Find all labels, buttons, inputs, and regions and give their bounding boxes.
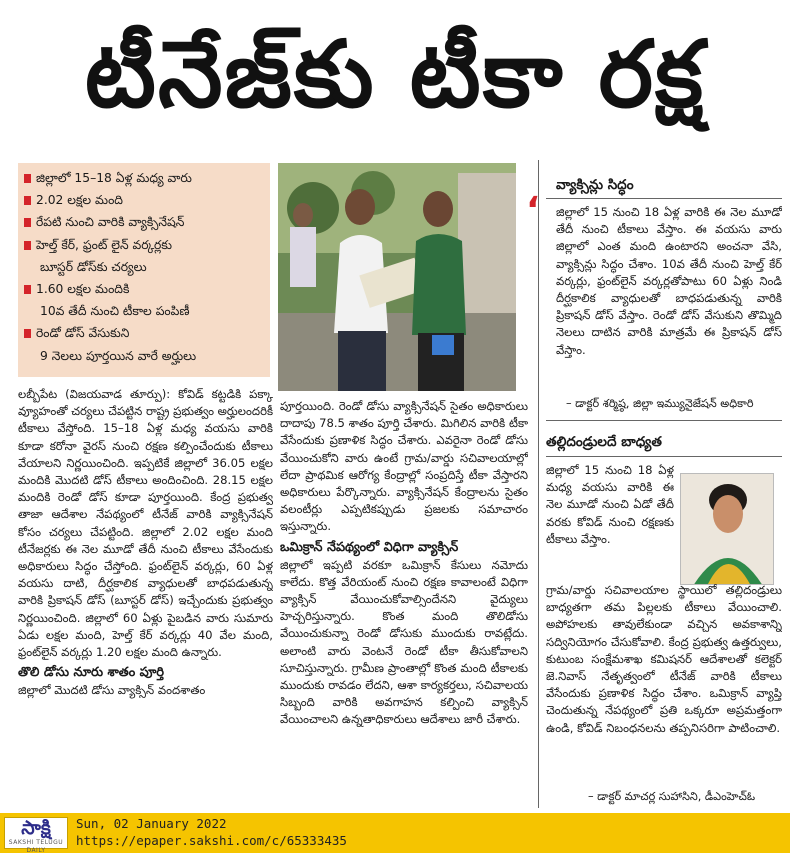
highlight-text: హెల్త్‌ కేర్, ఫ్రంట్‌ లైన్‌ వర్కర్లకు <box>36 237 172 252</box>
bullet-icon <box>24 285 31 294</box>
highlight-item <box>24 167 264 189</box>
logo-wordmark: సాక్షి <box>21 817 51 839</box>
highlight-item <box>24 322 264 344</box>
highlight-item <box>24 278 264 300</box>
highlight-text: 10వ తేదీ నుంచి టీకాల పంపిణీ <box>40 304 190 319</box>
logo-tagline: SAKSHI TELUGU DAILY <box>8 839 64 854</box>
photo-illustration <box>278 163 516 391</box>
students-photo <box>278 163 516 391</box>
sidebar2-body: గ్రామ/వార్డు సచివాలయాల స్థాయిలో తల్లిదండ్రులు బాధ్యతగా తమ పిల్లలకు టీకాలు వేయించాలి. అపోహలకు తావులేకుండా వచ్చిన అవకాశాన్ని సద్వినియోగం చేసుకోవాలి. కేంద్ర ప్రభుత్వ ఉత్తర్వులు, కుటుంబ సంక్షేమశాఖ కమిషనర్‌ ఆదేశాలతో కలెక్టర్‌ జె.నివాస్‌ నేతృత్వంలో టీనేజ్‌ వారికి టీకాలు వేసేందుకు ప్రణాళిక సిద్ధం చేశాం. ఒమిక్రాన్‌ వ్యాప్తి చెందుతున్న నేపథ్యంలో ప్రతి ఒక్కరూ అప్రమత్తంగా ఉండి, కోవిడ్‌ నిబంధనలను తప్పనిసరిగా పాటించాలి. <box>546 583 782 735</box>
bullet-icon <box>24 174 31 183</box>
highlight-text: 2.02 లక్షల మంది <box>36 193 123 208</box>
sidebar1-rule <box>546 198 782 199</box>
article-col1-tail: జిల్లాలో మొదటి డోసు వ్యాక్సిన్‌ వందశాతం <box>18 683 206 698</box>
highlight-text: జిల్లాలో 15–18 ఏళ్ల మధ్య వారు <box>36 171 192 185</box>
highlight-item <box>24 300 264 322</box>
highlight-item <box>24 234 264 256</box>
sidebar2-attribution: – డాక్టర్‌ మాచర్ల సుహాసిని, డీఎంహెచ్‌ఓ <box>588 790 756 803</box>
highlight-text: 9 నెలలు పూర్తయిన వారే అర్హులు <box>40 348 197 363</box>
bullet-icon <box>24 241 31 250</box>
headline: టీనేజ్‌కు టీకా రక్ష <box>84 21 706 128</box>
footer-date: Sun, 02 January 2022 <box>76 816 227 831</box>
sidebar2-body-top: జిల్లాలో 15 నుంచి 18 ఏళ్ల మధ్య వయసు వారికి ఈ నెల మూడో నుంచి ఏడో తేదీ వరకు కోవిడ్‌ నుంచి రక్షణకు టీకాలు వేస్తాం. <box>546 463 674 546</box>
highlight-text: రెండో డోస్‌ వేసుకుని <box>36 326 130 341</box>
column-divider <box>538 160 539 808</box>
article-col2-text: పూర్తయింది. రెండో డోసు వ్యాక్సినేషన్‌ సైతం అధికారులు దాదాపు 78.5 శాతం పూర్తి చేశారు. మిగిలిన వారికి టీకా వేసేందుకు ప్రణాళిక సిద్ధం చేశారు. ఎవరైనా రెండో డోసు వేయించుకోని వారు ఉంటే గ్రామ/వార్డు సచివాలయాల్లో లేదా ప్రాథమిక ఆరోగ్య కేంద్రాల్లో సంప్రదిస్తే టీకా వేస్తారని అధికారులు పేర్కొన్నారు. వ్యాక్సినేషన్‌ కేంద్రాలను సైతం వలంటీర్లు ఎప్పటికప్పుడు ప్రజలకు సమాచారం ఇస్తున్నారు. <box>280 399 528 534</box>
highlight-text: 1.60 లక్షల మందికి <box>36 282 130 297</box>
sidebar1-attribution: – డాక్టర్‌ శర్మిష్ఠ, జిల్లా ఇమ్యునైజేషన్‌ అధికారి <box>566 397 754 410</box>
highlight-text: బూస్టర్‌ డోస్‌కు చర్యలు <box>40 259 147 274</box>
footer-bar <box>0 813 790 853</box>
official-photo <box>680 473 774 585</box>
sakshi-logo <box>4 817 68 854</box>
highlight-item <box>24 189 264 211</box>
footer-url[interactable]: https://epaper.sakshi.com/c/65333435 <box>76 833 347 848</box>
article-col1-text: లబ్బీపేట (విజయవాడ తూర్పు): కోవిడ్‌ కట్టడికి పక్కా వ్యూహంతో చర్యలు చేపట్టిన రాష్ట్ర ప్రభుత్వం అర్హులందరికీ టీకాలు వేస్తోంది. 15–18 ఏళ్ల మధ్య వయసు వారికి కూడా కరోనా వైరస్‌ నుంచి రక్షణ కల్పించేందుకు టీకాలు వేయాలని నిర్ణయించింది. ఇప్పటికే జిల్లాలో 36.05 లక్షల మందికి మొదటి డోస్‌ టీకాలు అందించింది. 28.15 లక్షల మందికి రెండో డోస్‌ కూడా పూర్తయింది. కేంద్ర ప్రభుత్వ తాజా ఆదేశాల నేపథ్యంలో టీనేజ్‌ వారికి వ్యాక్సినేషన్‌ కోసం చర్యలు చేపట్టింది. జిల్లాలో 2.02 లక్షల మంది టీనేజర్లకు ఈ నెల మూడో తేదీ నుంచి టీకాలు వేసేందుకు అధికారులు సిద్ధం చేస్తోంది. ఫ్రంట్‌లైన్‌ వర్కర్లు, 60 ఏళ్ల వయసు దాటి, దీర్ఘకాలిక వ్యాధులతో బాధపడుతున్న వారికి ప్రికాషన్‌ డోస్‌ (బూస్టర్‌ డోస్‌) ఇచ్చేందుకు ప్రభుత్వం నిర్ణయించింది. జిల్లాలో 60 ఏళ్లు పైబడిన వారు సుమారు ఏడు లక్షల మంది, హెల్త్‌ కేర్‌ వర్కర్లు 40 వేల మంది, ఫ్రంట్‌లైన్‌ వర్కర్లు 1.20 లక్షల మంది ఉన్నారు. <box>18 387 273 660</box>
highlight-item <box>24 256 264 278</box>
article-col1-subhead: తొలి డోసు నూరు శాతం పూర్తి <box>18 665 164 681</box>
sidebar2-title: తల్లిదండ్రులదే బాధ్యత <box>546 434 662 450</box>
sidebar1-title: వ్యాక్సిన్లు సిద్ధం <box>556 177 634 193</box>
bullet-icon <box>24 218 31 227</box>
sidebar2-rule <box>546 456 782 457</box>
article-col2-text-b: జిల్లాలో ఇప్పటి వరకూ ఒమిక్రాన్‌ కేసులు నమోదు కాలేదు. కొత్త వేరియంట్‌ నుంచి రక్షణ కావాలంటే విధిగా వ్యాక్సిన్‌ వేయించుకోవాల్సిందేనని వైద్యులు హెచ్చరిస్తున్నారు. కొంత మంది తొలిడోసు వేయించుకున్నా రెండో డోసుకు ముందుకు రావట్లేదు. అలాంటి వారు వెంటనే రెండో టీకా తీసుకోవాలని సూచిస్తున్నారు. గ్రామీణ ప్రాంతాల్లో కొంత మంది టీకాలకు ముందుకు రావడం లేదని, ఆశా కార్యకర్తలు, సచివాలయ సిబ్బంది వారికి అవగాహన కల్పించి వ్యాక్సిన్‌ వేయించాలని ఉన్నతాధికారులు ఆదేశాలు జారీ చేశారు. <box>280 557 528 727</box>
article-column-1 <box>18 386 273 806</box>
bullet-icon <box>24 196 31 205</box>
highlights-box <box>18 163 270 377</box>
bullet-icon <box>24 329 31 338</box>
quote-mark-icon: ‘ <box>526 190 540 231</box>
highlight-item <box>24 345 264 367</box>
sidebar-separator <box>546 420 782 421</box>
official-portrait <box>681 474 774 585</box>
sidebar1-body: జిల్లాలో 15 నుంచి 18 ఏళ్ల వారికి ఈ నెల మూడో తేదీ నుంచి టీకాలు వేస్తాం. ఈ వయసు వారు జిల్లాలో ఎంత మంది ఉంటారని అంచనా వేసి, వ్యాక్సిన్లు సిద్ధం చేశాం. 10వ తేదీ నుంచి హెల్త్‌ కేర్‌ వర్కర్లు, ఫ్రంట్‌లైన్‌ వర్కర్లతోపాటు 60 ఏళ్లు నిండి దీర్ఘకాలిక వ్యాధులతో బాధపడుతున్న వారికి ప్రికాషన్‌ డోస్‌ వేస్తాం. రెండో డోస్‌ వేసుకుని తొమ్మిది నెలలు దాటిన వారికి మాత్రమే ఈ ప్రికాషన్‌ డోస్‌ వేస్తాం. <box>556 205 782 357</box>
article-column-2 <box>280 398 528 808</box>
article-col2-subhead: ఒమిక్రాన్‌ నేపథ్యంలో విధిగా వ్యాక్సిన్‌ <box>280 539 459 555</box>
highlight-text: రేపటి నుంచి వారికి వ్యాక్సినేషన్ <box>36 215 185 230</box>
highlight-item <box>24 211 264 233</box>
